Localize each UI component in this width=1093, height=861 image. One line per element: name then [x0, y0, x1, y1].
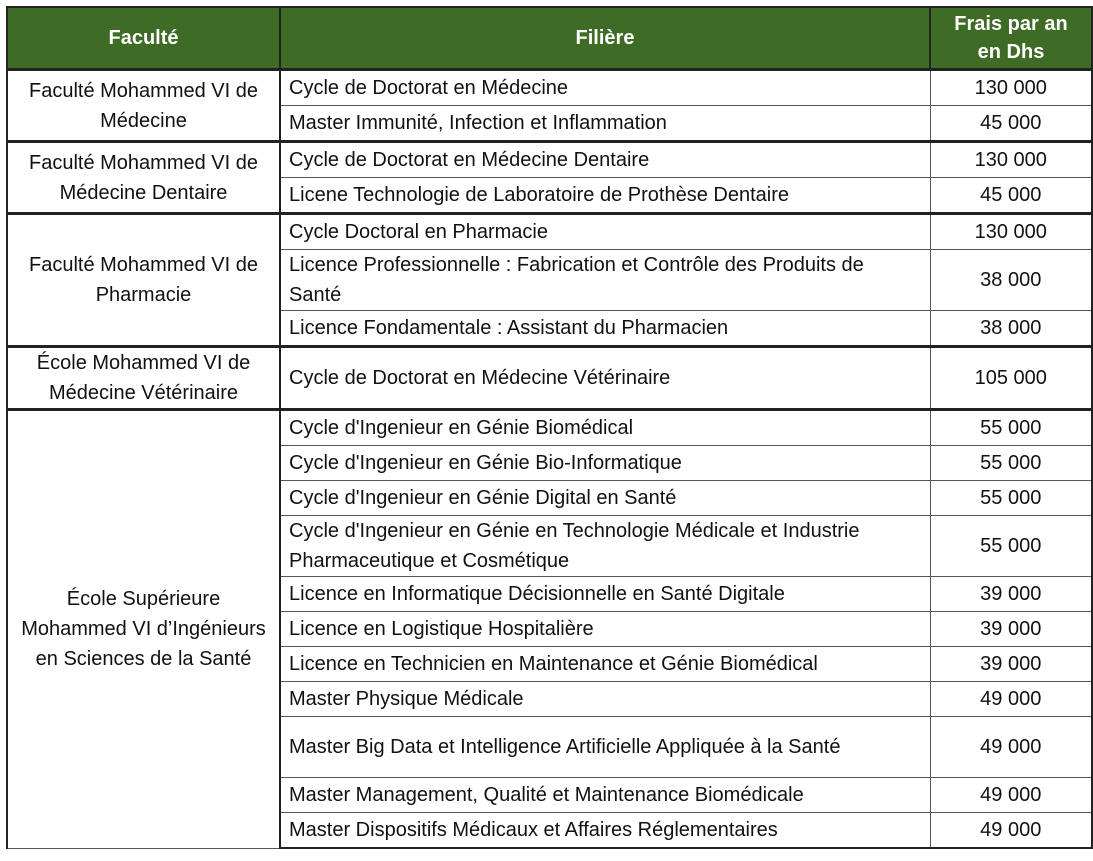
table-row [7, 214, 1092, 250]
filiere-cell: Master Dispositifs Médicaux et Affaires Réglementaires [280, 813, 930, 849]
fee-cell: 49 000 [930, 717, 1092, 778]
fee-cell: 39 000 [930, 612, 1092, 647]
fee-cell: 39 000 [930, 647, 1092, 682]
table-row [7, 142, 1092, 178]
header-row [7, 7, 1092, 70]
filiere-cell: Cycle d'Ingenieur en Génie Bio-Informatique [280, 446, 930, 481]
table-row [7, 347, 1092, 410]
filiere-cell: Licence Fondamentale : Assistant du Pharmacien [280, 311, 930, 347]
fee-cell: 49 000 [930, 778, 1092, 813]
filiere-cell: Licene Technologie de Laboratoire de Prothèse Dentaire [280, 178, 930, 214]
fee-cell: 55 000 [930, 516, 1092, 577]
header-filiere: Filière [280, 7, 930, 70]
fee-cell: 130 000 [930, 214, 1092, 250]
filiere-cell: Master Management, Qualité et Maintenance Biomédicale [280, 778, 930, 813]
fee-cell: 55 000 [930, 481, 1092, 516]
filiere-cell: Cycle Doctoral en Pharmacie [280, 214, 930, 250]
faculty-cell: Faculté Mohammed VI de Médecine Dentaire [7, 142, 280, 214]
fees-table [6, 6, 1093, 849]
fee-cell: 49 000 [930, 813, 1092, 849]
header-frais-line2: en Dhs [977, 41, 1045, 63]
fee-cell: 55 000 [930, 410, 1092, 446]
header-frais [930, 7, 1092, 70]
filiere-cell: Cycle d'Ingenieur en Génie en Technologie Médicale et Industrie Pharmaceutique et Cosmétique [280, 516, 930, 577]
filiere-cell: Cycle de Doctorat en Médecine Vétérinaire [280, 347, 930, 410]
header-faculte: Faculté [7, 7, 280, 70]
faculty-cell: Faculté Mohammed VI de Médecine [7, 70, 280, 142]
filiere-cell: Licence Professionnelle : Fabrication et Contrôle des Produits de Santé [280, 250, 930, 311]
fee-cell: 130 000 [930, 142, 1092, 178]
filiere-cell: Master Physique Médicale [280, 682, 930, 717]
filiere-cell: Cycle de Doctorat en Médecine Dentaire [280, 142, 930, 178]
fee-cell: 39 000 [930, 577, 1092, 612]
table-row [7, 70, 1092, 106]
filiere-cell: Master Immunité, Infection et Inflammation [280, 106, 930, 142]
fee-cell: 45 000 [930, 106, 1092, 142]
filiere-cell: Licence en Technicien en Maintenance et Génie Biomédical [280, 647, 930, 682]
filiere-cell: Licence en Informatique Décisionnelle en Santé Digitale [280, 577, 930, 612]
fee-cell: 55 000 [930, 446, 1092, 481]
fee-cell: 38 000 [930, 250, 1092, 311]
filiere-cell: Cycle d'Ingenieur en Génie Biomédical [280, 410, 930, 446]
table-row [7, 410, 1092, 446]
filiere-cell: Licence en Logistique Hospitalière [280, 612, 930, 647]
fee-cell: 45 000 [930, 178, 1092, 214]
fee-cell: 38 000 [930, 311, 1092, 347]
fee-cell: 105 000 [930, 347, 1092, 410]
faculty-cell: École Mohammed VI de Médecine Vétérinaire [7, 347, 280, 410]
faculty-cell: École Supérieure Mohammed VI d’Ingénieurs en Sciences de la Santé [7, 410, 280, 849]
fee-cell: 49 000 [930, 682, 1092, 717]
header-frais-line1: Frais par an [954, 13, 1068, 35]
faculty-cell: Faculté Mohammed VI de Pharmacie [7, 214, 280, 347]
filiere-cell: Cycle d'Ingenieur en Génie Digital en Santé [280, 481, 930, 516]
filiere-cell: Cycle de Doctorat en Médecine [280, 70, 930, 106]
fees-body [7, 70, 1092, 849]
fee-cell: 130 000 [930, 70, 1092, 106]
filiere-cell: Master Big Data et Intelligence Artificielle Appliquée à la Santé [280, 717, 930, 778]
